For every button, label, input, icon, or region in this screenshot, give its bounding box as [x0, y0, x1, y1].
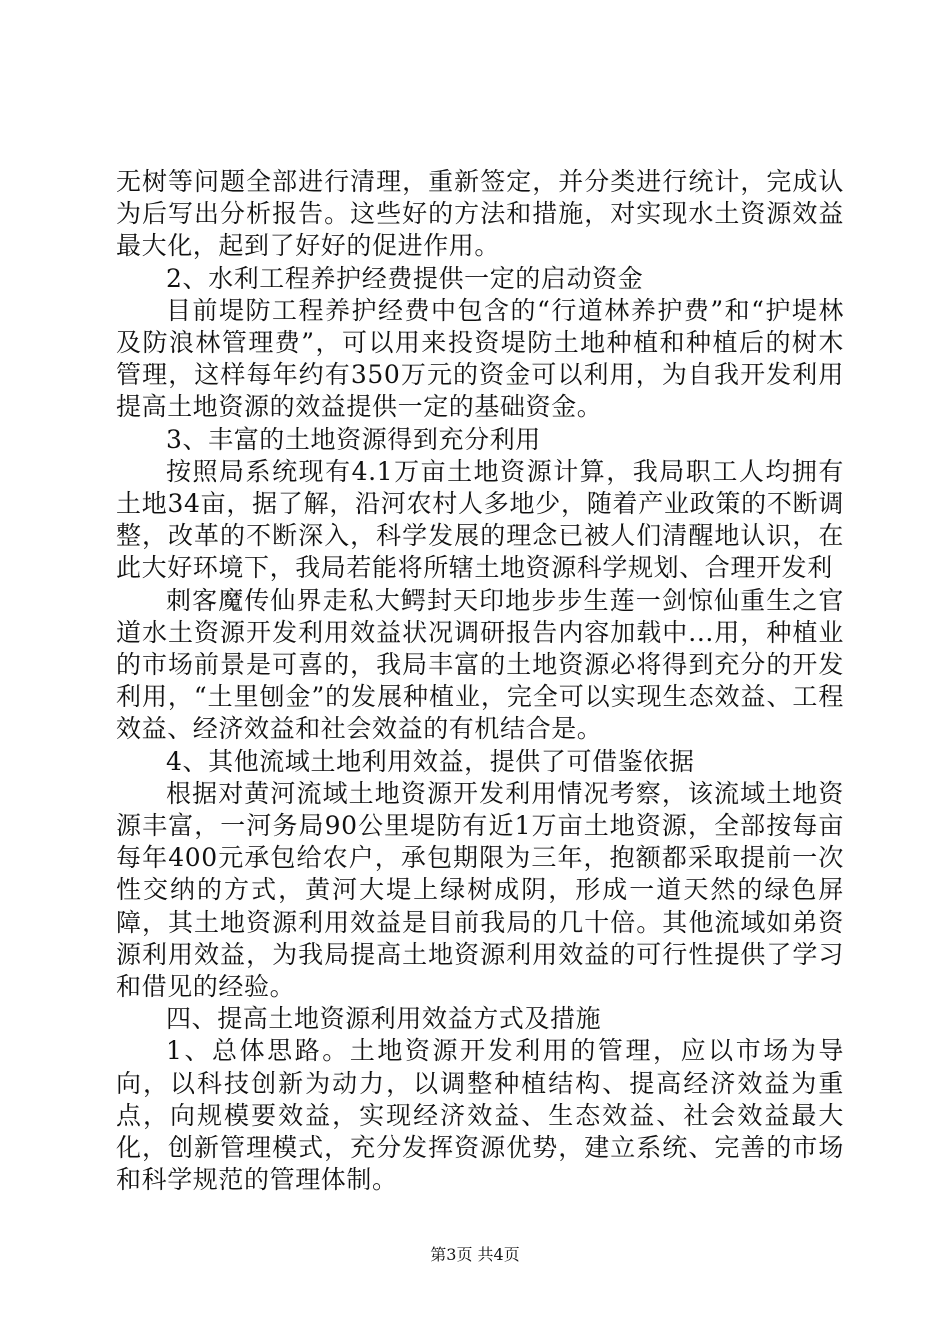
- section-heading: 4、其他流域土地利用效益，提供了可借鉴依据: [166, 746, 695, 776]
- paragraph: 无树等问题全部进行清理，重新签定，并分类进行统计，完成认为后写出分析报告。这些好的方法和措施，对实现水土资源效益最大化，起到了好好的促进作用。: [116, 167, 844, 261]
- section-heading: 四、提高土地资源利用效益方式及措施: [166, 1004, 602, 1034]
- document-body: [116, 166, 844, 1197]
- section-heading: 3、丰富的土地资源得到充分利用: [166, 424, 541, 454]
- page-number-footer: 第3页 共4页: [430, 1245, 520, 1264]
- section-heading: 2、水利工程养护经费提供一定的启动资金: [166, 263, 644, 293]
- paragraph: 按照局系统现有4.1万亩土地资源计算，我局职工人均拥有土地34亩，据了解，沿河农村人多地少，随着产业政策的不断调整，改革的不断深入，科学发展的理念已被人们清醒地认识，在此大好环境下，我局若能将所辖土地资源科学规划、合理开发利: [116, 456, 844, 583]
- paragraph: 1、总体思路。土地资源开发利用的管理，应以市场为导向，以科技创新为动力，以调整种植结构、提高经济效益为重点，向规模要效益，实现经济效益、生态效益、社会效益最大化，创新管理模式，充分发挥资源优势，建立系统、完善的市场和科学规范的管理体制。: [116, 1036, 844, 1195]
- paragraph: 刺客魔传仙界走私大鳄封天印地步步生莲一剑惊仙重生之官道水土资源开发利用效益状况调研报告内容加载中...用，种植业的市场前景是可喜的，我局丰富的土地资源必将得到充分的开发利用，“土里刨金”的发展种植业，完全可以实现生态效益、工程效益、经济效益和社会效益的有机结合是。: [116, 585, 844, 744]
- paragraph: 根据对黄河流域土地资源开发利用情况考察，该流域土地资源丰富，一河务局90公里堤防有近1万亩土地资源，全部按每亩每年400元承包给农户，承包期限为三年，抱额都采取提前一次性交纳的方式，黄河大堤上绿树成阴，形成一道天然的绿色屏障，其土地资源利用效益是目前我局的几十倍。其他流域如弟资源利用效益，为我局提高土地资源利用效益的可行性提供了学习和借见的经验。: [116, 778, 844, 1002]
- paragraph: 目前堤防工程养护经费中包含的“行道林养护费”和“护堤林及防浪林管理费”，可以用来投资堤防土地种植和种植后的树木管理，这样每年约有350万元的资金可以利用，为自我开发利用提高土地资源的效益提供一定的基础资金。: [116, 295, 844, 422]
